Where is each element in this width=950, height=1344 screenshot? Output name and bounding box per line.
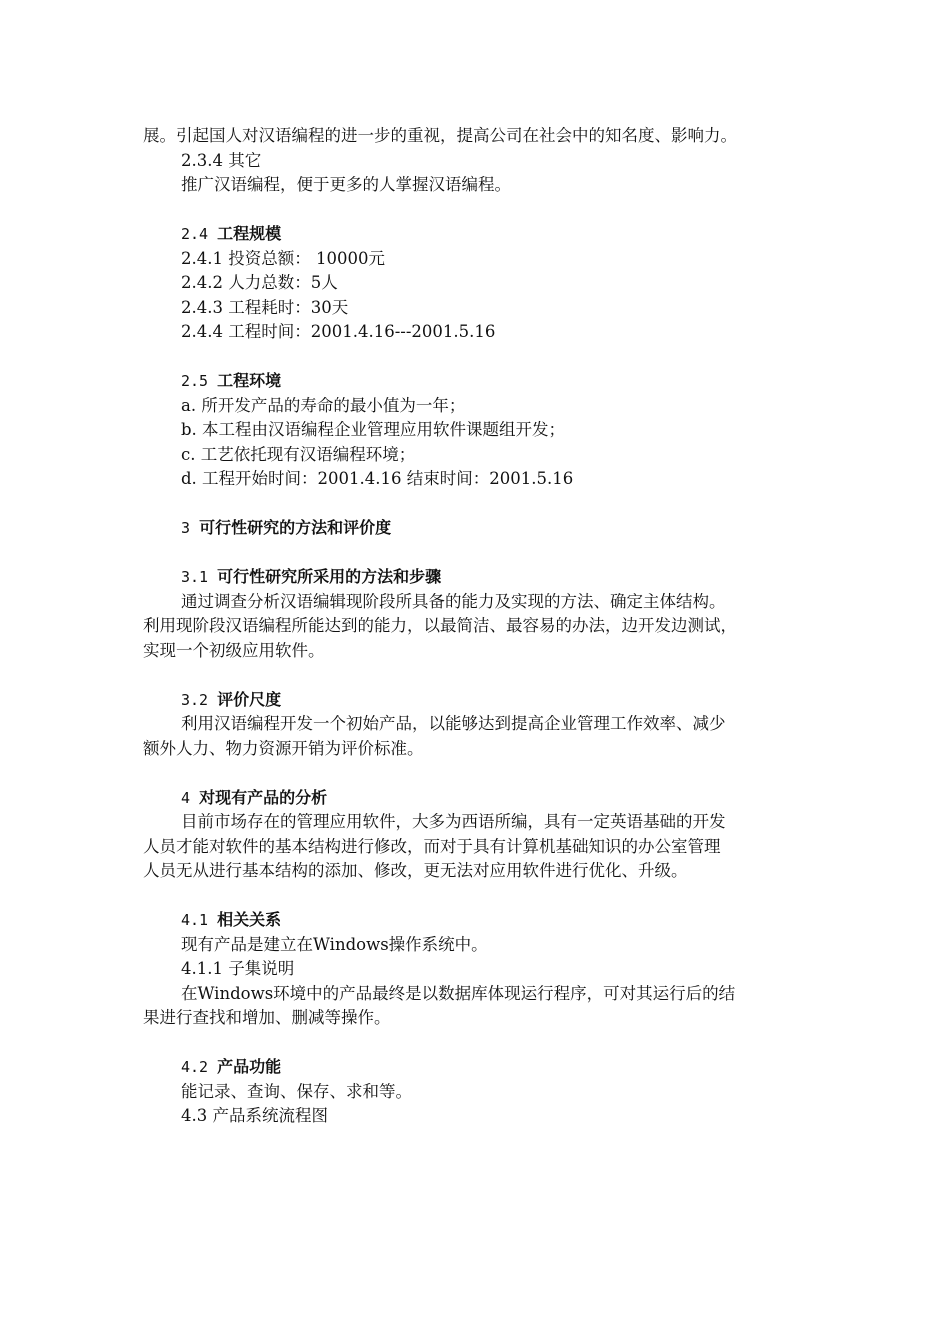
spacer (143, 345, 813, 370)
paragraph-line: 实现一个初级应用软件。 (143, 640, 325, 660)
spacer (143, 761, 813, 786)
spacer (143, 198, 813, 223)
paragraph-line: 利用汉语编程开发一个初始产品，以能够达到提高企业管理工作效率、减少 (181, 714, 726, 733)
list-item: 2.4.3 工程耗时：30天 (181, 297, 349, 317)
subsection-heading-4-1-1: 4.1.1 子集说明 (181, 959, 295, 978)
section-heading-4 (143, 786, 813, 811)
section-heading-4-1 (143, 908, 813, 933)
list-item: 2.4.1 投资总额： 10000元 (181, 248, 385, 268)
section-heading-3-2 (143, 688, 813, 713)
spacer (143, 541, 813, 566)
spacer (143, 663, 813, 688)
paragraph-line: 利用现阶段汉语编程所能达到的能力，以最简洁、最容易的办法，边开发边测试， (143, 616, 737, 635)
section-title: 工程规模 (217, 224, 282, 243)
section-number: 2.4 (181, 225, 218, 243)
section-heading-2-5 (143, 369, 813, 394)
paragraph-line: 推广汉语编程，便于更多的人掌握汉语编程。 (181, 175, 511, 194)
list-item: a. 所开发产品的寿命的最小值为一年； (181, 395, 466, 415)
section-heading-4-2 (143, 1055, 813, 1080)
paragraph-line: 展。引起国人对汉语编程的进一步的重视，提高公司在社会中的知名度、影响力。 (143, 126, 737, 145)
section-number: 4.1 (181, 911, 218, 929)
section-number: 3.1 (181, 568, 218, 586)
paragraph-line: 人员无从进行基本结构的添加、修改，更无法对应用软件进行优化、升级。 (143, 861, 688, 880)
section-title: 可行性研究所采用的方法和步骤 (217, 567, 442, 586)
section-title: 评价尺度 (217, 689, 282, 709)
section-number: 3 (181, 519, 200, 537)
section-title: 产品功能 (217, 1057, 282, 1076)
subsection-heading-2-3-4: 2.3.4 其它 (181, 150, 262, 170)
section-number: 4.2 (181, 1058, 218, 1076)
spacer (143, 884, 813, 909)
section-title: 工程环境 (217, 371, 282, 390)
spacer (143, 1031, 813, 1056)
list-item: c. 工艺依托现有汉语编程环境； (181, 444, 416, 464)
paragraph-line: 现有产品是建立在Windows操作系统中。 (181, 934, 488, 954)
section-title: 可行性研究的方法和评价度 (199, 518, 392, 537)
section-title: 对现有产品的分析 (199, 787, 328, 807)
section-number: 3.2 (181, 690, 218, 709)
section-heading-3 (143, 516, 813, 541)
section-heading-2-4 (143, 222, 813, 247)
paragraph-line: 在Windows环境中的产品最终是以数据库体现运行程序，可对其运行后的结 (181, 983, 736, 1003)
document-page (143, 124, 813, 1129)
list-item: b. 本工程由汉语编程企业管理应用软件课题组开发； (181, 420, 566, 439)
section-heading-3-1 (143, 565, 813, 590)
paragraph-line: 目前市场存在的管理应用软件，大多为西语所编，具有一定英语基础的开发 (181, 812, 726, 831)
list-item: 2.4.2 人力总数：5人 (181, 273, 338, 292)
section-number: 4 (181, 788, 200, 807)
section-number: 2.5 (181, 372, 218, 390)
list-item: d. 工程开始时间：2001.4.16 结束时间：2001.5.16 (181, 469, 574, 488)
section-title: 相关关系 (217, 910, 282, 929)
spacer (143, 492, 813, 517)
list-item: 2.4.4 工程时间：2001.4.16---2001.5.16 (181, 322, 496, 341)
paragraph-line: 能记录、查询、保存、求和等。 (181, 1081, 412, 1101)
paragraph-line: 人员才能对软件的基本结构进行修改，而对于具有计算机基础知识的办公室管理 (143, 836, 721, 856)
paragraph-line: 额外人力、物力资源开销为评价标准。 (143, 738, 424, 758)
subsection-heading-4-3: 4.3 产品系统流程图 (181, 1106, 328, 1125)
paragraph-line: 通过调查分析汉语编辑现阶段所具备的能力及实现的方法、确定主体结构。 (181, 591, 726, 611)
paragraph-line: 果进行查找和增加、删减等操作。 (143, 1008, 391, 1027)
